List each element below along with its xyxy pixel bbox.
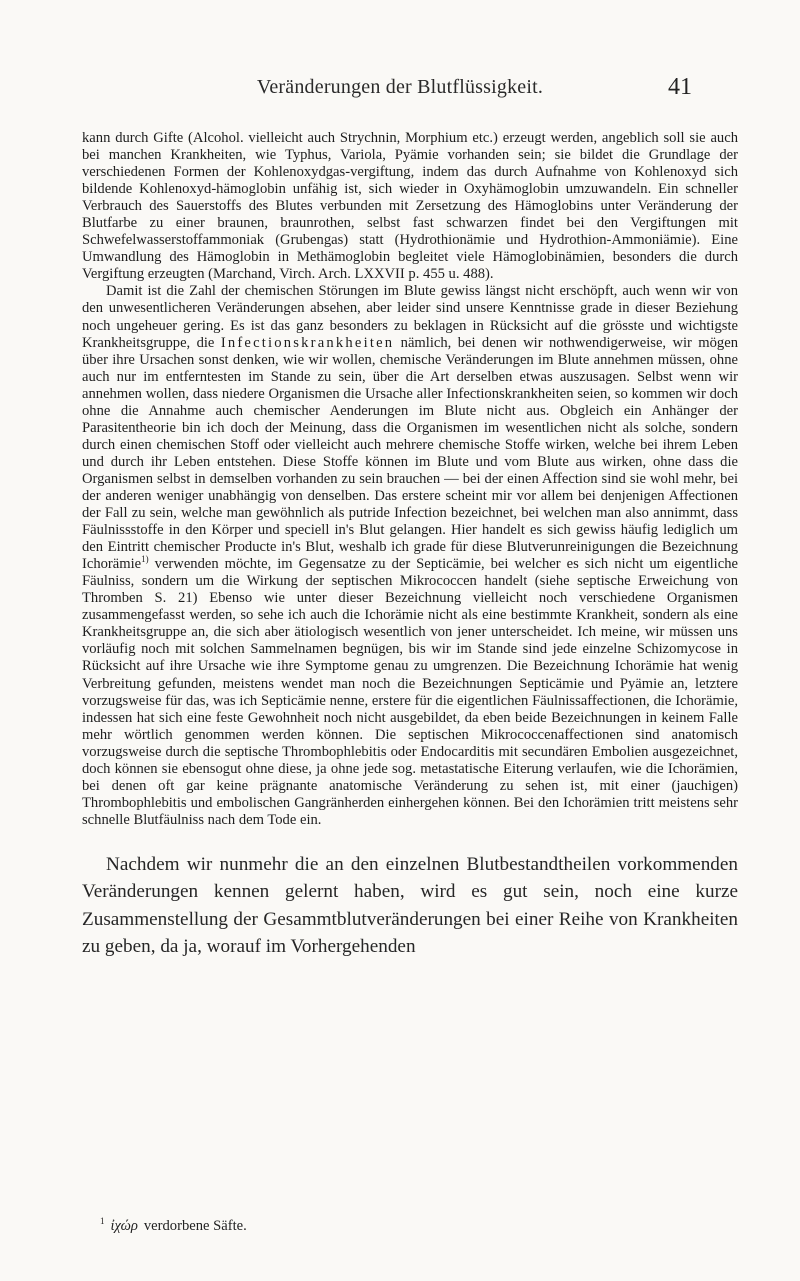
page-header [0,74,800,108]
footnote-reference: 1) [141,554,149,565]
paragraph-text: nämlich, bei denen wir nothwendigerweise, wir mögen über ihre Ursachen sonst denken, wie wir wollen, chemische Veränderungen im Blute annehmen müssen, ohne auch nur im entferntesten im Stande zu sein, über die Art derselben etwas auszusagen. Selbst wenn wir annehmen wollen, dass niedere Organismen die Ursache aller Infectionskrankheiten seien, so kommen wir doch ohne die Annahme auch chemischer Aenderungen im Blute nicht aus. Obgleich ein Anhänger der Parasitentheorie bin ich doch der Meinung, dass die Organismen im wesentlichen nicht als solche, sondern durch einen chemischen Stoff oder vielleicht auch mehrere chemische Stoffe wirken, welche bei ihrem Leben und durch ihr Leben entstehen. Diese Stoffe können im Blute und vom Blute aus wirken, ohne dass die Organismen selbst in demselben vorhanden zu sein brauchen — bei der einen Affection sind sie wohl mehr, bei der anderen weniger unabhängig von denselben. Das erstere scheint mir vor allem bei denjenigen Affectionen der Fall zu sein, welche man gewöhnlich als putride Infection bezeichnet, bei welchen man also annimmt, dass Fäulnissstoffe in den Körper und speciell in's Blut gelangen. Hier handelt es sich gewiss häufig lediglich um den Eintritt chemischer Producte in's Blut, weshalb ich grade für diese Blutverunreinigungen die Bezeichnung Ichorämie [82,334,739,573]
paragraph-text: verwenden möchte, im Gegensatze zu der Septicämie, bei welcher es sich nicht um eigentliche Fäulniss, sondern um die Wirkung der septischen Mikrococcen handelt (siehe septische Erweichung von Thromben S. 21) Ebenso wie unter dieser Bezeichnung vielleicht noch verschiedene Organismen zusammengefasst werden, so sehe ich auch die Ichorämie nicht als eine bestimmte Krankheit, sondern als eine Krankheitsgruppe an, die sich aber ätiologisch wesentlich von jener unterscheidet. Ich meine, wir müssen uns vorläufig noch mit solchen Sammelnamen begnügen, bis wir im Stande sind jede einzelne Schizomycose in Rücksicht auf ihre Ursache wie ihre Symptome genau zu umgrenzen. Die Bezeichnung Ichorämie hat wenig Verbreitung gefunden, meistens wendet man noch die Bezeichnungen Septicämie und Pyämie an, letztere vorzugsweise für das, was ich Septicämie nenne, erstere für die eigentlichen Fäulnissaffectionen, die Ichorämie, indessen hat sich eine feste Gewohnheit noch nicht ausgebildet, da eben beide Bezeichnungen in keinem Falle mehr wörtlich genommen werden können. Die septischen Mikrococcenaffectionen sind anatomisch vorzugsweise durch die septische Thrombophlebitis oder Endocarditis mit secundären Embolien ausgezeichnet, doch können sie ebensogut ohne diese, ja ohne jede sog. metastatische Eiterung verlaufen, wie die Ichorämien, bei denen oft gar keine prägnante anatomische Veränderung zu sehen ist, mit einer (jauchigen) Thrombophlebitis und embolischen Gangränherden einhergehen können. Bei den Ichorämien tritt meistens sehr schnelle Blutfäulniss nach dem Tode ein. [82,556,738,828]
paragraph-text: kann durch Gifte (Alcohol. vielleicht auch Strychnin, Morphium etc.) erzeugt werden, angeblich soll sie auch bei manchen Krankheiten, wie Typhus, Variola, Pyämie vorhanden sein; sie bildet die Grundlage der verschiedenen Formen der Kohlenoxydgas-vergiftung, indem das durch Aufnahme von Kohlenoxyd sich bildende Kohlenoxyd-hämoglobin unfähig ist, sich wieder in Oxyhämoglobin umzuwandeln. Ein schneller Verbrauch des Sauerstoffs des Blutes verbunden mit Zersetzung des Hämoglobins unter Veränderung der Blutfarbe zu einer braunen, braunrothen, selbst fast schwarzen findet bei den Vergiftungen mit Schwefelwasserstoffammoniak (Grubengas) statt (Hydrothionämie und Hydrothion-Ammoniämie). Eine Umwandlung des Hämoglobin in Methämoglobin begleitet viele Hämoglobinämien, besonders die durch Vergiftung erzeugten (Marchand, Virch. Arch. LXXVII p. 455 u. 488). [82,130,738,283]
paragraph-chemical-disorders [82,283,738,829]
footnote-greek-term: ἰχώρ [110,1217,138,1234]
footnote [100,1216,700,1235]
footnote-number: 1 [100,1216,105,1226]
paragraph-large-print [82,851,738,961]
page-number: 41 [668,74,692,100]
body-text [82,130,738,961]
emphasized-term: Infectionskrankheiten [220,334,395,351]
running-title: Veränderungen der Blutflüssigkeit. [256,76,544,98]
paragraph-text: Damit ist die Zahl der chemischen Störungen im Blute gewiss längst nicht erschöpft, auch wenn wir von den unwesentlicheren Veränderungen absehen, aber leider sind unsere Kenntnisse grade in dieser Beziehung noch ungeheuer gering. Es ist das ganz besonders zu beklagen in Rücksicht auf die grösste und wichtigste Krankheitsgruppe, die [82,283,738,351]
paragraph-continuation [82,130,738,283]
paragraph-text: Nachdem wir nunmehr die an den einzelnen Blutbestandtheilen vorkommenden Veränderungen kennen gelernt haben, wird es gut sein, noch eine kurze Zusammenstellung der Gesammtblutveränderungen bei einer Reihe von Krankheiten zu geben, da ja, worauf im Vorhergehenden [82,853,738,958]
footnote-text: verdorbene Säfte. [143,1217,247,1234]
